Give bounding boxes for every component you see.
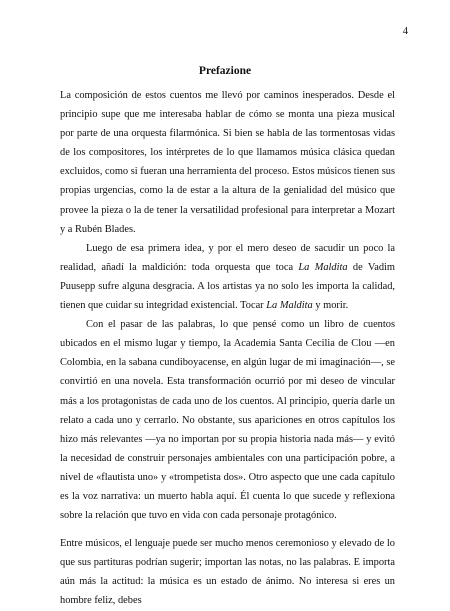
paragraph-1: La composición de estos cuentos me llevó por caminos inesperados. Desde el principio supe que me interesaba hablar de cómo se monta una pieza musical por parte de una orquesta filarmónica. Si bien se habla de las tormentosas vidas de los compositores, los intérpretes de lo que llamamos música clásica quedan excluidos, como si fueran una herramienta del proceso. Estos músicos tienen sus propias urgencias, como la de estar a la altura de la genialidad del músico que provee la pieza o la de tener la versatilidad profesional para interpretar a Mozart y a Rubén Blades. [60,90,396,235]
paragraph-4: Entre músicos, el lenguaje puede ser mucho menos ceremonioso y elevado de lo que sus partituras podrían sugerir; importan las notas, no las palabras. E importa aún más la actitud: la música es un estado de ánimo. No interesa si eres un hombre feliz, debes [60,538,395,607]
page-number: 4 [402,26,408,37]
paragraph-2-text-3: y morir. [312,300,349,312]
paragraph-3: Con el pasar de las palabras, lo que pensé como un libro de cuentos ubicados en el mismo lugar y tiempo, la Academia Santa Cecilia de Clou —en Colombia, en la sabana cundiboyacense, en algún lugar de mi imaginación—, se convirtió en una novela. Esta transformación ocurrió por mi deseo de vincular más a los protagonistas de cada uno de los cuentos. Al principio, quería darle un relato a cada uno y cerrarlo. No obstante, sus apariciones en otros capítulos los hizo más relevantes —ya no importan por su propia historia nada más— y evitó la necesidad de construir personajes ambientales con una participación pobre, a nivel de «flautista uno» y «trompetista dos». Otro aspecto que une cada capítulo es la voz narrativa: un muerto habla aquí. Él cuenta lo que sucede y reflexiona sobre la relación que tuvo en vida con cada personaje protagónico. [60,319,395,522]
paragraph-2 [60,239,395,315]
work-title-la-maldita-2: La Maldita [266,300,313,312]
paragraph-2-text-2: de Vadim Puusepp sufre alguna desgracia. A los artistas ya no solo les importa la calidad, tienen que cuidar su integridad existencial. Tocar [60,261,395,312]
page-title: Prefazione [198,65,252,77]
paragraph-2-text-1: Luego de esa primera idea, y por el mero deseo de sacudir un poco la realidad, añadí la maldición: toda orquesta que toca [60,242,395,273]
body-text [60,86,396,607]
work-title-la-maldita: La Maldita [298,261,348,273]
